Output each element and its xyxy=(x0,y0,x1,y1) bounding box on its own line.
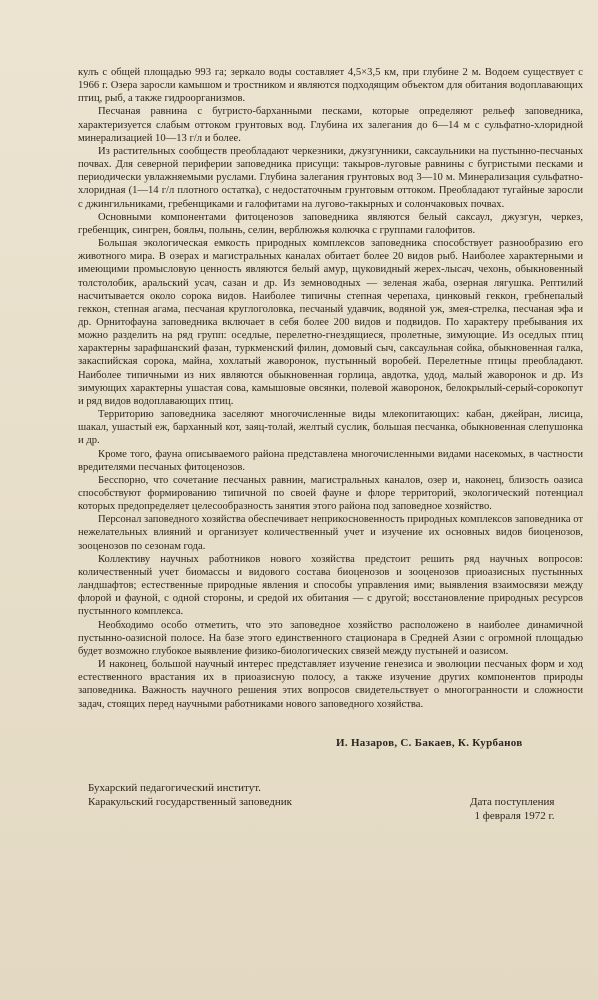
paragraph-continuation: кулъ с общей площадью 993 га; зеркало воды составляет 4,5×3,5 км, при глубине 2 м. Водоем существует с 1966 г. Озера заросли камышом и тростником и являются подходящим объектом для обитания водоплавающих птиц, рыб, а также гидроорганизмов. xyxy=(78,67,583,105)
paragraph-dynamic-zone: Необходимо особо отметить, что это заповедное хозяйство расположено в наиболее динамичной пустынно-оазисной полосе. На базе этого единственного стационара в Средней Азии с огромной площадью будет возможно глубокое выявление физико-биологических связей между пустыней и оазисом. xyxy=(78,619,583,657)
article-body xyxy=(78,66,583,711)
affiliation-line-2: Каракульский государственный заповедник xyxy=(88,796,293,808)
received-date-block xyxy=(470,795,554,823)
received-date: 1 февраля 1972 г. xyxy=(474,810,555,822)
received-label: Дата поступления xyxy=(470,796,555,808)
paragraph-mammals: Территорию заповедника заселяют многочисленные виды млекопитающих: кабан, джейран, лисица, шакал, ушастый еж, барханный кот, заяц-толай, желтый суслик, большая песчанка, обыкновенная слепушонка и др. xyxy=(78,409,583,447)
paragraph-conclusion: И наконец, большой научный интерес представляет изучение генезиса и эволюции песчаных форм и ход естественного врастания их в приоазисную полосу, а также изучение других компонентов природы заповедника. Важность научного решения этих вопросов свидетельствует о многогранности и сложности задач, стоящих перед научными работниками нового заповедного хозяйства. xyxy=(78,659,583,710)
affiliation-line-1: Бухарский педагогический институт. xyxy=(88,782,261,794)
paragraph-personnel: Персонал заповедного хозяйства обеспечивает неприкосновенность природных комплексов заповедника от нежелательных влияний и организует количественный учет и изучение их основных видов биоценозов, зооценозов по сезонам года. xyxy=(78,514,583,552)
authors-signature: И. Назаров, С. Бакаев, К. Курбанов xyxy=(336,737,523,749)
paragraph-phytocenoses: Основными компонентами фитоценозов заповедника являются белый саксаул, джузгун, черкез, гребенщик, сингрен, бояльч, полынь, селин, верблюжья колючка с группами галофитов. xyxy=(78,211,583,236)
paragraph-plant-communities: Из растительных сообществ преобладают черкезники, джузгунники, саксаульники на пустынно-песчаных почвах. Для северной периферии заповедника присущи: такыров-луговые равнины с бугристыми песками и периодически увлажняемыми руслами. Глубина залегания грунтовых вод 3—10 м. Минерализация сульфатно-хлоридная (1—14 г/л плотного остатка), с недостаточным грунтовым оттоком. Преобладают тугайные заросли с джингильниками, гребенщиками и галофитами на лугово-такырных и солончаковых почвах. xyxy=(78,145,583,210)
paragraph-insects: Кроме того, фауна описываемого района представлена многочисленными видами насекомых, в частности вредителями песчаных фитоценозов. xyxy=(78,448,583,473)
paragraph-oasis: Бесспорно, что сочетание песчаных равнин, магистральных каналов, озер и, наконец, близость оазиса способствуют формированию типичной по своей фауне и флоре территорий, экологический потенциал которых предопределяет целесообразность занятия этого района под заповедное хозяйство. xyxy=(78,474,583,513)
affiliation-block xyxy=(88,781,292,809)
paragraph-research-team: Коллективу научных работников нового хозяйства предстоит решить ряд научных вопросов: количественный учет биомассы и видового состава биоценозов и зооценозов приоазисных пустынных ландшафтов; естественные природные явления и способы управления ими; выявления взаимосвязи между флорой и фауной, с одной стороны, и средой их обитания — с другой; восстановление природных ресурсов пустынного комплекса. xyxy=(78,553,583,618)
paragraph-fauna: Большая экологическая емкость природных комплексов заповедника способствует разнообразию его животного мира. В озерах и магистральных каналах обитает более 20 видов рыб. Наиболее характерными и имеющими промысловую ценность являются белый амур, щуковидный жерех-лысач, чехонь, обыкновенный толстолобик, аральский усач, сазан и др. Из земноводных — зеленая жаба, озерная лягушка. Рептилий насчитывается около сорока видов. Наиболее типичны степная черепаха, цинковый геккон, гребнепалый геккон, степная агама, песчаная круглоголовка, песчаный удавчик, водяной уж, змея-стрелка, песчаная эфа и др. Орнитофауна заповедника включает в себя более 200 видов и подвидов. По характеру пребывания их можно разделить на ряд групп: оседлые, перелетно-гнездящиеся, пролетные, зимующие. Из оседлых птиц характерны зарафшанский фазан, туркменский филин, домовый сыч, саксаульная сойка, обыкновенная галка, закаспийская сорока, майна, хохлатый жаворонок, пустынный воробей. Перелетные птицы преобладают. Наиболее типичными из них являются обыкновенная горлица, авдотка, удод, малый жаворонок и др. Из зимующих характерны ушастая сова, камышовые овсянки, полевой жаворонок, белокрылый-серый-сорокопут и ряд видов водоплавающих птиц. xyxy=(78,238,583,407)
paragraph-sandy-plain: Песчаная равнина с бугристо-барханными песками, которые определяют рельеф заповедника, характеризуется слабым оттоком грунтовых вод. Глубина их залегания до 6—14 м с сульфатно-хлоридной минерализацией 10—13 г/л и более. xyxy=(78,106,583,144)
